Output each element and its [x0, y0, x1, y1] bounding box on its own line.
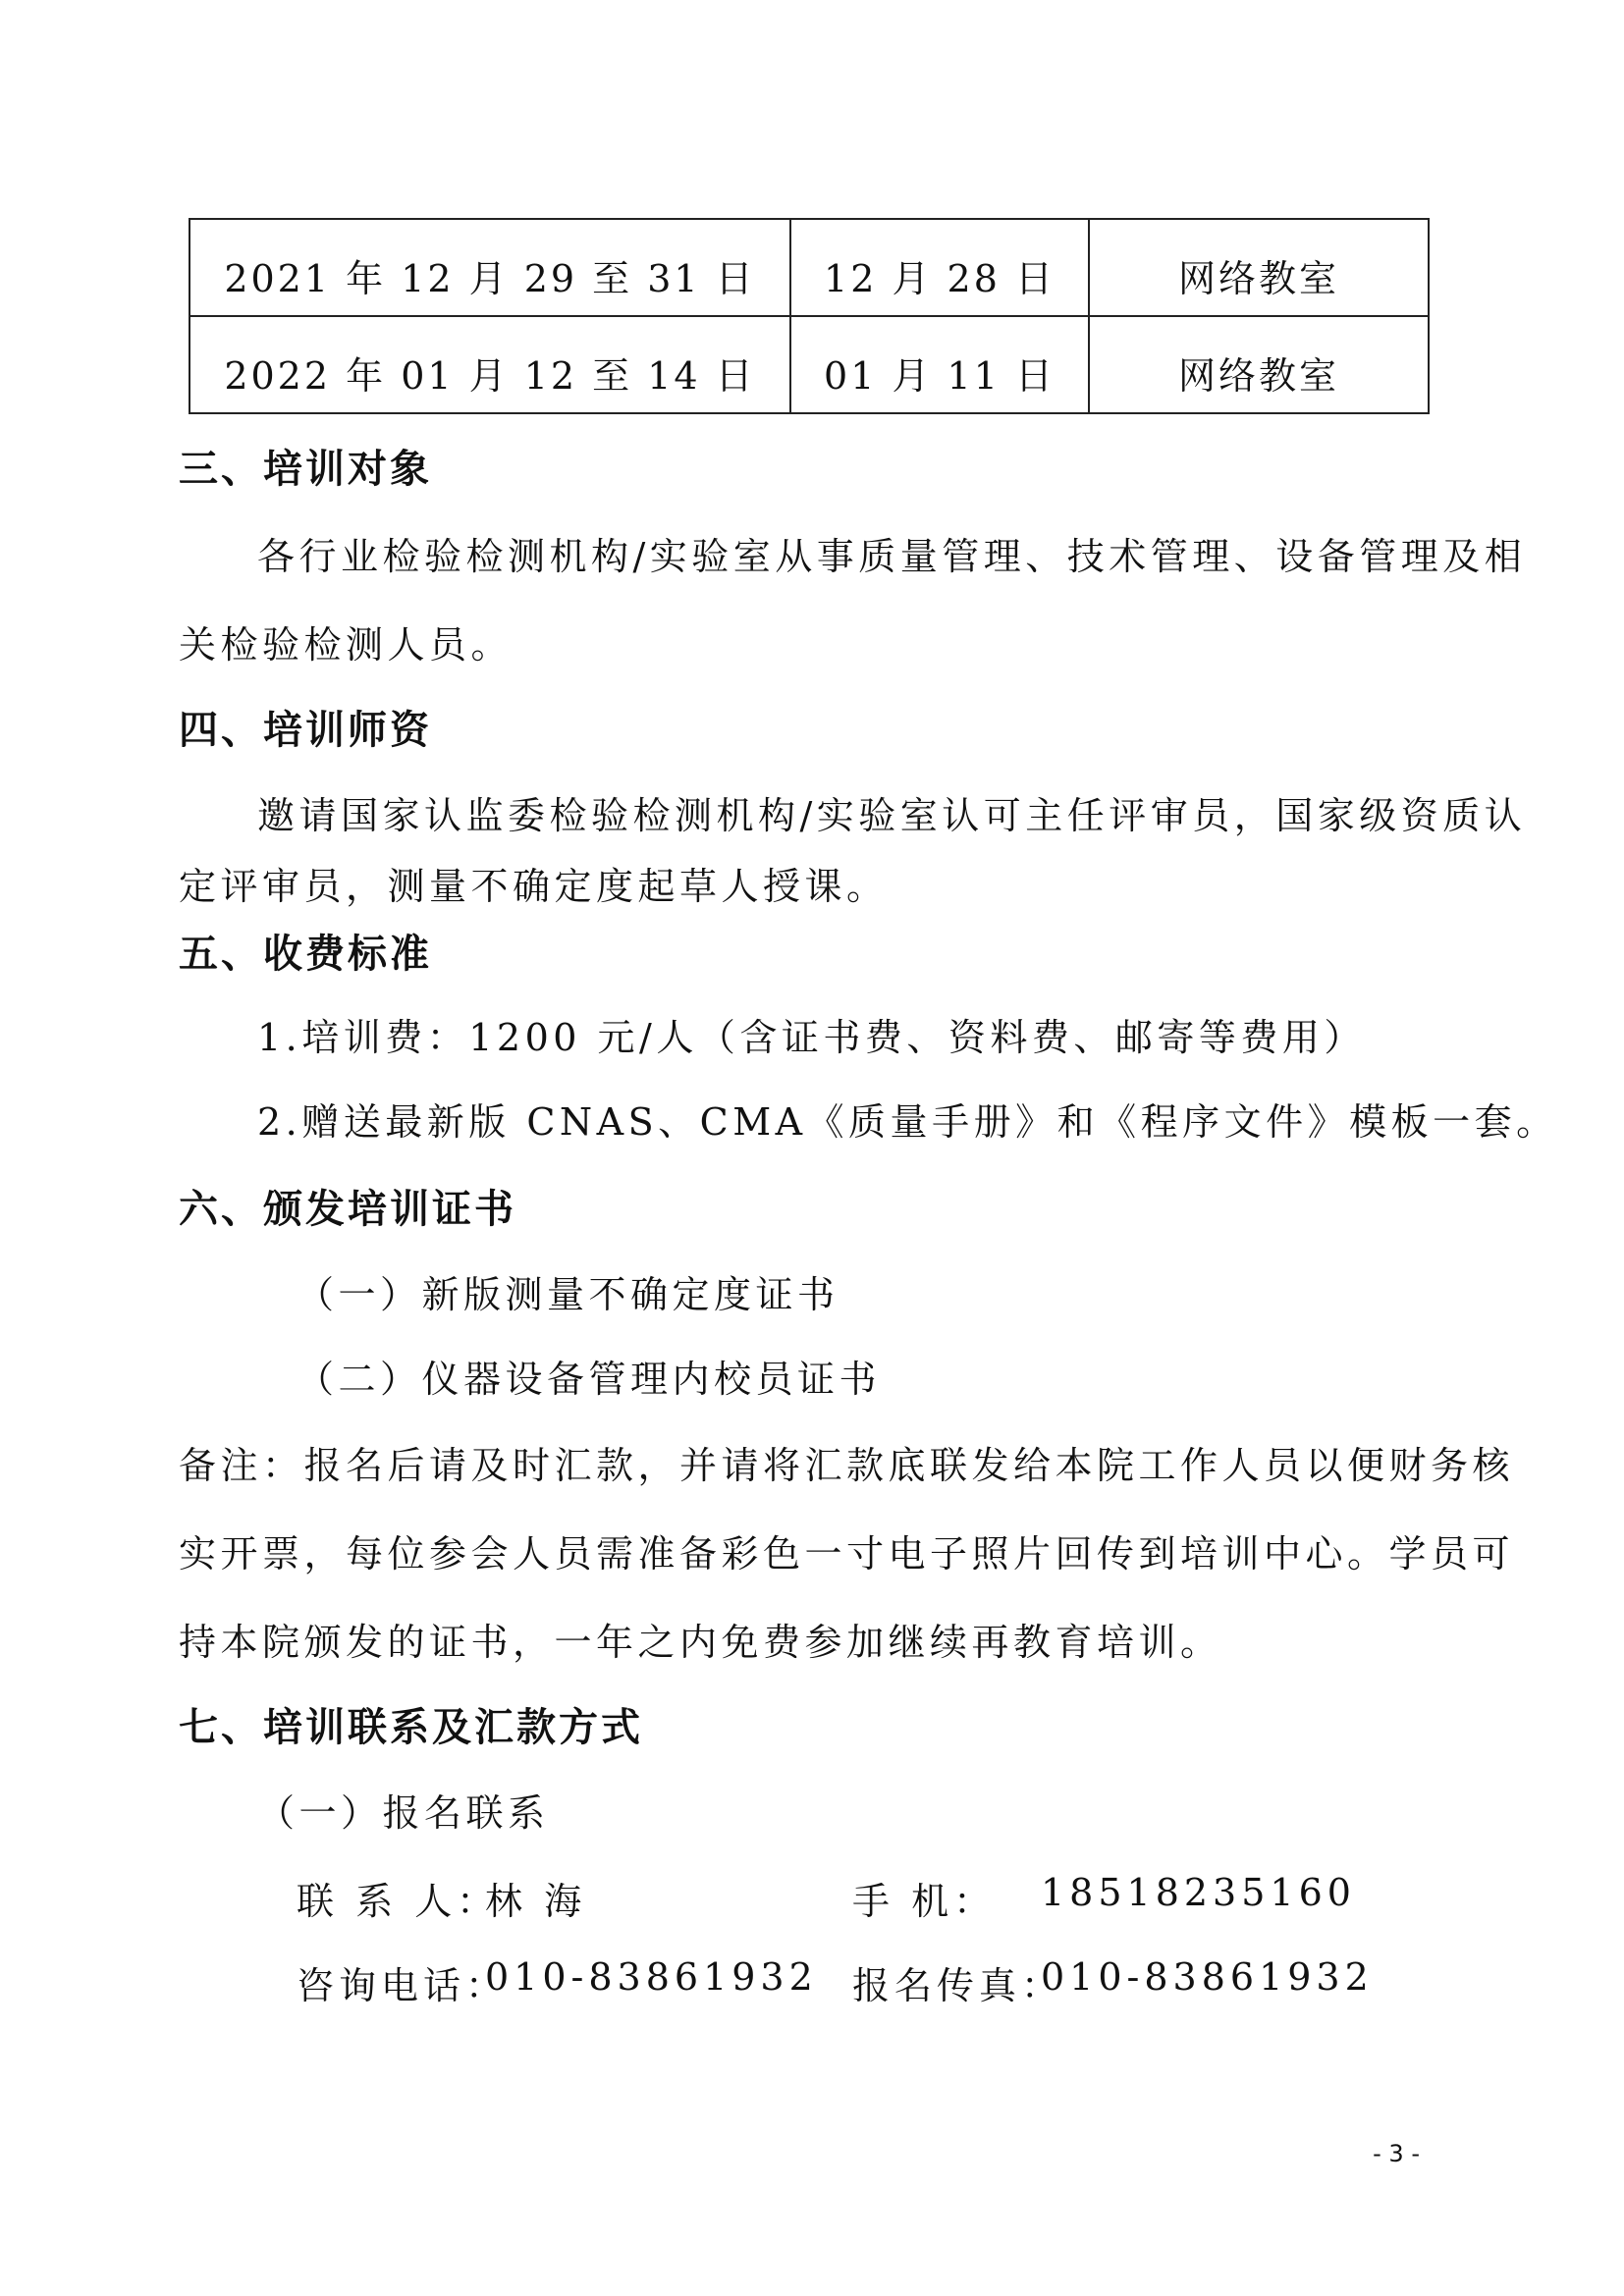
training-date-cell: 2022 年 01 月 12 至 14 日	[189, 316, 790, 413]
paragraph-line: 关检验检测人员。	[179, 623, 514, 667]
paragraph-line: 定评审员，测量不确定度起草人授课。	[179, 865, 889, 908]
training-date-cell: 2021 年 12 月 29 至 31 日	[189, 219, 790, 316]
registration-deadline-cell: 01 月 11 日	[790, 316, 1089, 413]
fee-item: 1.培训费：1200 元/人（含证书费、资料费、邮寄等费用）	[257, 1016, 1366, 1059]
section-heading-certificates: 六、颁发培训证书	[179, 1187, 516, 1232]
note-line: 备注：报名后请及时汇款，并请将汇款底联发给本院工作人员以便财务核	[179, 1444, 1515, 1487]
phone-value: 010-83861932	[485, 1955, 818, 1999]
schedule-table	[189, 218, 1430, 414]
section-heading-trainers: 四、培训师资	[179, 708, 432, 753]
page-number: - 3 -	[1373, 2140, 1420, 2167]
mobile-value: 18518235160	[1041, 1871, 1356, 1914]
note-line: 持本院颁发的证书，一年之内免费参加继续再教育培训。	[179, 1621, 1222, 1664]
table-row	[189, 219, 1429, 316]
section-heading-training-target: 三、培训对象	[179, 447, 432, 492]
location-cell: 网络教室	[1089, 219, 1429, 316]
registration-deadline-cell: 12 月 28 日	[790, 219, 1089, 316]
paragraph-line: 邀请国家认监委检验检测机构/实验室认可主任评审员，国家级资质认	[257, 794, 1527, 837]
subsection-heading-registration: （一）报名联系	[257, 1791, 550, 1835]
phone-label: 咨询电话：	[297, 1964, 509, 2007]
fax-value: 010-83861932	[1041, 1955, 1374, 1999]
section-heading-contact-payment: 七、培训联系及汇款方式	[179, 1705, 643, 1750]
mobile-label: 手 机：	[852, 1880, 997, 1923]
table-row	[189, 316, 1429, 413]
contact-person-label: 联 系 人：	[297, 1880, 500, 1923]
location-cell: 网络教室	[1089, 316, 1429, 413]
certificate-item: （二）仪器设备管理内校员证书	[297, 1358, 882, 1401]
section-heading-fees: 五、收费标准	[179, 932, 432, 977]
fee-item: 2.赠送最新版 CNAS、CMA《质量手册》和《程序文件》模板一套。	[257, 1100, 1558, 1144]
contact-person-value: 林 海	[485, 1880, 587, 1923]
fax-label: 报名传真：	[852, 1964, 1064, 2007]
certificate-item: （一）新版测量不确定度证书	[297, 1273, 839, 1316]
paragraph-line: 各行业检验检测机构/实验室从事质量管理、技术管理、设备管理及相	[257, 535, 1527, 578]
note-line: 实开票，每位参会人员需准备彩色一寸电子照片回传到培训中心。学员可	[179, 1532, 1515, 1575]
